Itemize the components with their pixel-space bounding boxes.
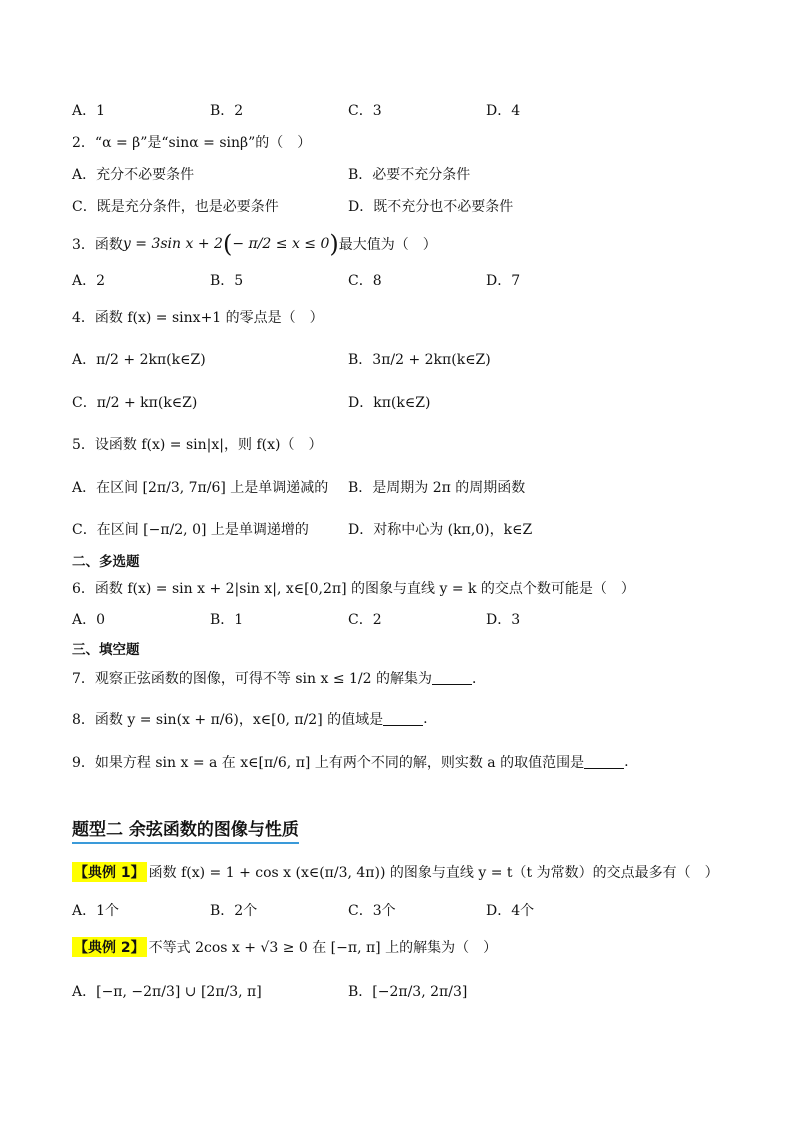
q5-option-c: C．在区间 [−π/2, 0] 上是单调递增的 <box>72 522 309 538</box>
example-1-option-c: C．3个 <box>348 903 396 919</box>
example-1-option-d: D．4个 <box>486 903 535 919</box>
q5-option-b: B．是周期为 2π 的周期函数 <box>348 480 526 496</box>
q3-expr: y = 3sin x + 2 <box>122 236 223 252</box>
example-1-option-b: B．2个 <box>210 903 258 919</box>
q4-option-c: C．π/2 + kπ(k∈Z) <box>72 395 198 411</box>
q1-option-d: D．4 <box>486 103 521 119</box>
q2-option-a: A．充分不必要条件 <box>72 167 195 183</box>
example-2-badge: 【典例 2】 <box>72 937 147 957</box>
q9-end: . <box>624 754 629 770</box>
q4-stem: 4．函数 f(x) = sinx+1 的零点是（ ） <box>72 310 324 326</box>
q3-prefix: 3．函数 <box>72 237 123 253</box>
q2-option-b: B．必要不充分条件 <box>348 167 471 183</box>
example-1-option-a: A．1个 <box>72 903 120 919</box>
q1-option-c: C．3 <box>348 103 382 119</box>
example-2-stem: 不等式 2cos x + √3 ≥ 0 在 [−π, π] 上的解集为（ ） <box>148 940 498 956</box>
q2-options-row1 <box>72 160 734 188</box>
q9-stem: 9．如果方程 sin x = a 在 x∈[π/6, π] 上有两个不同的解，则实数 a 的取值范围是 <box>72 755 585 771</box>
q4-option-b: B．3π/2 + 2kπ(k∈Z) <box>348 352 491 368</box>
example-1 <box>72 858 734 886</box>
q3-suffix: 最大值为（ ） <box>338 237 437 253</box>
q2-option-d: D．既不充分也不必要条件 <box>348 199 514 215</box>
q4-options-row2 <box>72 386 734 418</box>
q6-options <box>72 605 734 633</box>
q1-options <box>72 96 734 124</box>
q5-stem: 5．设函数 f(x) = sin|x|，则 f(x)（ ） <box>72 437 323 453</box>
q3-option-a: A．2 <box>72 273 106 289</box>
q3-options <box>72 266 734 294</box>
example-1-options <box>72 896 734 924</box>
example-1-stem: 函数 f(x) = 1 + cos x (x∈(π/3, 4π)) 的图象与直线 y = t（t 为常数）的交点最多有（ ） <box>148 865 719 881</box>
q2-options-row2 <box>72 192 734 220</box>
q7-answer-blank <box>432 672 472 685</box>
q3-option-d: D．7 <box>486 273 521 289</box>
section-fill-in: 三、填空题 <box>72 642 140 658</box>
q1-option-a: A．1 <box>72 103 106 119</box>
q4-option-a: A．π/2 + 2kπ(k∈Z) <box>72 352 206 368</box>
example-2-option-b: B．[−2π/3, 2π/3] <box>348 984 468 1000</box>
example-2-options <box>72 975 734 1007</box>
type-title: 题型二 余弦函数的图像与性质 <box>72 815 299 844</box>
q9 <box>72 748 734 776</box>
q2-stem: 2．“α = β”是“sinα = sinβ”的（ ） <box>72 135 312 151</box>
q6-stem: 6．函数 f(x) = sin x + 2|sin x|, x∈[0,2π] 的图象与直线 y = k 的交点个数可能是（ ） <box>72 581 635 597</box>
q8-answer-blank <box>383 713 423 726</box>
q3-option-b: B．5 <box>210 273 244 289</box>
q8 <box>72 705 734 733</box>
q5-options-row1 <box>72 470 734 504</box>
q8-end: . <box>423 711 428 727</box>
q1-option-b: B．2 <box>210 103 244 119</box>
q7 <box>72 664 734 692</box>
example-2-option-a: A．[−π, −2π/3] ∪ [2π/3, π] <box>72 984 262 1000</box>
q6-option-c: C．2 <box>348 612 382 628</box>
q5-option-a: A．在区间 [2π/3, 7π/6] 上是单调递减的 <box>72 480 329 496</box>
q6-option-b: B．1 <box>210 612 244 628</box>
q3-option-c: C．8 <box>348 273 382 289</box>
q7-stem: 7．观察正弦函数的图像，可得不等 sin x ≤ 1/2 的解集为 <box>72 671 432 687</box>
q6-option-a: A．0 <box>72 612 106 628</box>
q2-option-c: C．既是充分条件，也是必要条件 <box>72 199 279 215</box>
q8-stem: 8．函数 y = sin(x + π/6)，x∈[0, π/2] 的值域是 <box>72 712 384 728</box>
q9-answer-blank <box>584 756 624 769</box>
example-1-badge: 【典例 1】 <box>72 862 147 882</box>
section-multi-choice: 二、多选题 <box>72 554 140 570</box>
q7-end: ． <box>472 671 486 687</box>
q3-stem: 3．函数 y = 3sin x + 2 ( − π/2 ≤ x ≤ 0 ) 最大值为（ ） <box>72 230 437 258</box>
q4-option-d: D．kπ(k∈Z) <box>348 395 431 411</box>
q4-options-row1 <box>72 343 734 375</box>
example-2 <box>72 933 734 961</box>
q6-option-d: D．3 <box>486 612 521 628</box>
q3-cond: − π/2 ≤ x ≤ 0 <box>232 236 330 252</box>
q5-options-row2 <box>72 512 734 546</box>
q5-option-d: D．对称中心为 (kπ,0)，k∈Z <box>348 522 533 538</box>
